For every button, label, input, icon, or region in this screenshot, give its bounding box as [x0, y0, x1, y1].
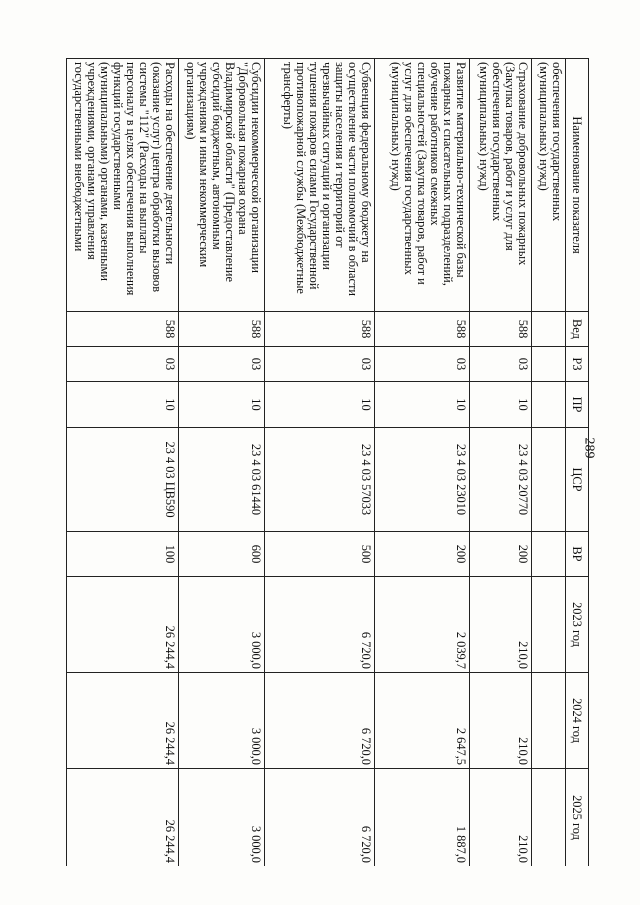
header-2024: 2024 год [566, 673, 589, 769]
cell-2025: 26 244,4 [67, 769, 179, 867]
cell-csr: 23 4 03 ЦВ590 [67, 428, 179, 532]
table-row [532, 59, 566, 867]
cell-rz: 03 [375, 347, 470, 382]
cell-pr: 10 [179, 382, 265, 428]
header-name: Наименование показателя [566, 59, 589, 312]
cell-2023: 210,0 [470, 577, 532, 673]
cell-name: Субвенция федеральному бюджету на осуществление части полномочий в области защиты населения и территорий от чрезвычайных ситуаций и организации тушения пожаров силами Государственной противопожарной службы (Межбюджетные трансферты) [265, 59, 375, 312]
cell-vr: 200 [470, 532, 532, 577]
cell-ved: 588 [67, 312, 179, 347]
header-2023: 2023 год [566, 577, 589, 673]
cell-rz: 03 [67, 347, 179, 382]
cell-csr: 23 4 03 57033 [265, 428, 375, 532]
cell-vr: 200 [375, 532, 470, 577]
cell-vr: 500 [265, 532, 375, 577]
cell-pr [532, 382, 566, 428]
cell-2024: 26 244,4 [67, 673, 179, 769]
table-row [375, 59, 470, 867]
table-row [470, 59, 532, 867]
cell-2025: 6 720,0 [265, 769, 375, 867]
cell-name: Субсидии некоммерческой организации "Добровольная пожарная охрана Владимирской области" (Предоставление субсидий бюджетным, автономным учреждениям и иным некоммерческим организациям) [179, 59, 265, 312]
cell-ved: 588 [265, 312, 375, 347]
budget-table [66, 58, 589, 866]
table-row [265, 59, 375, 867]
rotated-inner [60, 58, 589, 866]
cell-name: Развитие материально-технической базы пожарных и спасательных подразделений, обучение работников смежных специальностей (Закупка товаров, работ и услуг для обеспечения государственных (муниципальных) нужд) [375, 59, 470, 312]
header-2025: 2025 год [566, 769, 589, 867]
cell-2023: 6 720,0 [265, 577, 375, 673]
header-ved: Вед [566, 312, 589, 347]
cell-2023: 2 039,7 [375, 577, 470, 673]
cell-pr: 10 [375, 382, 470, 428]
cell-rz: 03 [265, 347, 375, 382]
cell-csr: 23 4 03 23010 [375, 428, 470, 532]
cell-vr: 100 [67, 532, 179, 577]
table-row [67, 59, 179, 867]
page-number: 289 [581, 437, 597, 459]
cell-2025: 210,0 [470, 769, 532, 867]
cell-ved: 588 [179, 312, 265, 347]
cell-2024: 2 647,5 [375, 673, 470, 769]
header-vr: ВР [566, 532, 589, 577]
rotated-page-content [60, 58, 589, 866]
table-row [179, 59, 265, 867]
cell-2023: 3 000,0 [179, 577, 265, 673]
cell-name: обеспечения государственных (муниципальных) нужд) [532, 59, 566, 312]
cell-2024: 6 720,0 [265, 673, 375, 769]
cell-2024 [532, 673, 566, 769]
cell-2025: 3 000,0 [179, 769, 265, 867]
header-pr: ПР [566, 382, 589, 428]
header-rz: РЗ [566, 347, 589, 382]
cell-ved: 588 [375, 312, 470, 347]
cell-2024: 210,0 [470, 673, 532, 769]
cell-csr: 23 4 03 20770 [470, 428, 532, 532]
cell-2024: 3 000,0 [179, 673, 265, 769]
cell-rz [532, 347, 566, 382]
cell-2025 [532, 769, 566, 867]
cell-rz: 03 [179, 347, 265, 382]
cell-ved: 588 [470, 312, 532, 347]
cell-rz: 03 [470, 347, 532, 382]
cell-pr: 10 [67, 382, 179, 428]
cell-csr [532, 428, 566, 532]
table-header-row [566, 59, 589, 867]
cell-vr: 600 [179, 532, 265, 577]
cell-2023 [532, 577, 566, 673]
cell-name: Расходы на обеспечение деятельности (оказание услуг) центра обработки вызовов системы "112" (Расходы на выплаты персоналу в целях обеспечения выполнения функций государственными (муниципальными) органами, казенными учреждениями, органами управления государственными внебюджетными [67, 59, 179, 312]
cell-2023: 26 244,4 [67, 577, 179, 673]
cell-vr [532, 532, 566, 577]
cell-csr: 23 4 03 61440 [179, 428, 265, 532]
cell-pr: 10 [470, 382, 532, 428]
cell-pr: 10 [265, 382, 375, 428]
header-csr: ЦСР [566, 428, 589, 532]
cell-2025: 1 887,0 [375, 769, 470, 867]
cell-name: Страхование добровольных пожарных (Закупка товаров, работ и услуг для обеспечения государственных (муниципальных) нужд) [470, 59, 532, 312]
cell-ved [532, 312, 566, 347]
